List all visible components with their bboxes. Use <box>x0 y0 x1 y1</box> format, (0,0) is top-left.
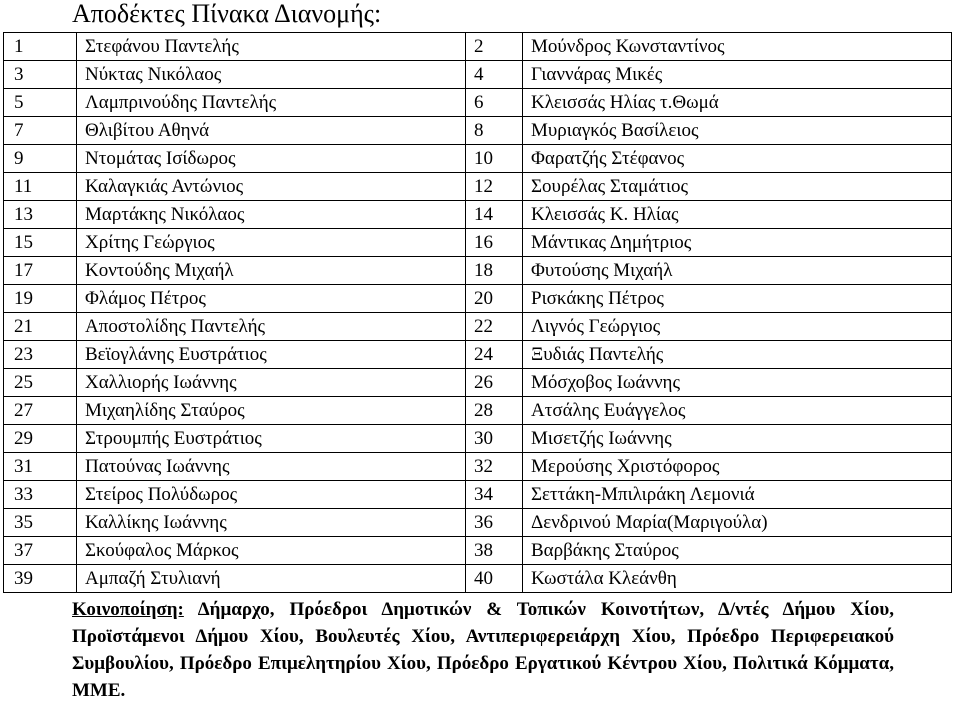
table-row <box>4 453 952 481</box>
recipient-number: 8 <box>466 117 523 145</box>
recipient-number: 39 <box>4 565 77 593</box>
table-row <box>4 341 952 369</box>
recipient-number: 2 <box>466 33 523 61</box>
recipient-number: 13 <box>4 201 77 229</box>
recipient-number: 6 <box>466 89 523 117</box>
recipient-number: 30 <box>466 425 523 453</box>
recipient-number: 33 <box>4 481 77 509</box>
recipient-number: 38 <box>466 537 523 565</box>
recipient-number: 28 <box>466 397 523 425</box>
recipient-number: 20 <box>466 285 523 313</box>
recipient-number: 15 <box>4 229 77 257</box>
recipient-name: Μάντικας Δημήτριος <box>523 229 952 257</box>
table-row <box>4 565 952 593</box>
recipient-name: Χρίτης Γεώργιος <box>77 229 466 257</box>
recipient-number: 3 <box>4 61 77 89</box>
recipient-number: 26 <box>466 369 523 397</box>
recipient-number: 18 <box>466 257 523 285</box>
recipient-name: Φυτούσης Μιχαήλ <box>523 257 952 285</box>
recipient-name: Βαρβάκης Σταύρος <box>523 537 952 565</box>
recipient-name: Μόσχοβος Ιωάννης <box>523 369 952 397</box>
recipient-number: 7 <box>4 117 77 145</box>
recipient-number: 29 <box>4 425 77 453</box>
recipient-number: 35 <box>4 509 77 537</box>
table-row <box>4 89 952 117</box>
recipient-name: Κωστάλα Κλεάνθη <box>523 565 952 593</box>
recipient-name: Αποστολίδης Παντελής <box>77 313 466 341</box>
recipient-number: 24 <box>466 341 523 369</box>
recipient-name: Στεφάνου Παντελής <box>77 33 466 61</box>
table-row <box>4 61 952 89</box>
recipient-name: Στρουμπής Ευστράτιος <box>77 425 466 453</box>
recipient-number: 9 <box>4 145 77 173</box>
recipient-name: Γιαννάρας Μικές <box>523 61 952 89</box>
recipient-name: Στείρος Πολύδωρος <box>77 481 466 509</box>
recipient-name: Φαρατζής Στέφανος <box>523 145 952 173</box>
distribution-table <box>3 32 952 593</box>
recipient-name: Δενδρινού Μαρία(Μαριγούλα) <box>523 509 952 537</box>
recipient-name: Κοντούδης Μιχαήλ <box>77 257 466 285</box>
recipient-number: 10 <box>466 145 523 173</box>
recipient-number: 5 <box>4 89 77 117</box>
table-row <box>4 369 952 397</box>
recipient-name: Κλεισσάς Ηλίας τ.Θωμά <box>523 89 952 117</box>
recipient-name: Λαμπρινούδης Παντελής <box>77 89 466 117</box>
recipient-number: 21 <box>4 313 77 341</box>
recipient-name: Πατούνας Ιωάννης <box>77 453 466 481</box>
table-row <box>4 201 952 229</box>
recipient-name: Σεττάκη-Μπιλιράκη Λεμονιά <box>523 481 952 509</box>
recipient-number: 1 <box>4 33 77 61</box>
recipient-name: Αμπαζή Στυλιανή <box>77 565 466 593</box>
recipient-name: Μυριαγκός Βασίλειος <box>523 117 952 145</box>
recipient-name: Καλαγκιάς Αντώνιος <box>77 173 466 201</box>
recipient-name: Ατσάλης Ευάγγελος <box>523 397 952 425</box>
table-row <box>4 257 952 285</box>
recipient-name: Βεϊογλάνης Ευστράτιος <box>77 341 466 369</box>
distribution-table-body <box>4 33 952 593</box>
table-row <box>4 509 952 537</box>
recipient-number: 34 <box>466 481 523 509</box>
recipient-number: 40 <box>466 565 523 593</box>
table-row <box>4 537 952 565</box>
notification-label: Κοινοποίηση: <box>72 599 184 620</box>
recipient-name: Φλάμος Πέτρος <box>77 285 466 313</box>
table-row <box>4 481 952 509</box>
table-row <box>4 425 952 453</box>
recipient-number: 17 <box>4 257 77 285</box>
recipient-name: Ντομάτας Ισίδωρος <box>77 145 466 173</box>
recipient-name: Ρισκάκης Πέτρος <box>523 285 952 313</box>
recipient-name: Νύκτας Νικόλαος <box>77 61 466 89</box>
table-row <box>4 313 952 341</box>
recipient-name: Ξυδιάς Παντελής <box>523 341 952 369</box>
recipient-name: Σκούφαλος Μάρκος <box>77 537 466 565</box>
recipient-number: 4 <box>466 61 523 89</box>
recipient-name: Μιχαηλίδης Σταύρος <box>77 397 466 425</box>
recipient-name: Θλιβίτου Αθηνά <box>77 117 466 145</box>
recipient-name: Χαλλιορής Ιωάννης <box>77 369 466 397</box>
recipient-number: 36 <box>466 509 523 537</box>
recipient-number: 14 <box>466 201 523 229</box>
recipient-name: Σουρέλας Σταμάτιος <box>523 173 952 201</box>
table-row <box>4 229 952 257</box>
recipient-name: Μερούσης Χριστόφορος <box>523 453 952 481</box>
table-row <box>4 397 952 425</box>
recipient-name: Καλλίκης Ιωάννης <box>77 509 466 537</box>
recipient-name: Μισετζής Ιωάννης <box>523 425 952 453</box>
recipient-name: Λιγνός Γεώργιος <box>523 313 952 341</box>
recipient-number: 23 <box>4 341 77 369</box>
recipient-number: 22 <box>466 313 523 341</box>
recipient-number: 12 <box>466 173 523 201</box>
table-row <box>4 33 952 61</box>
recipient-number: 16 <box>466 229 523 257</box>
recipient-number: 11 <box>4 173 77 201</box>
recipient-number: 27 <box>4 397 77 425</box>
notification-paragraph <box>72 596 894 704</box>
table-row <box>4 117 952 145</box>
notification-text: Δήμαρχο, Πρόεδροι Δημοτικών & Τοπικών Κοινοτήτων, Δ/ντές Δήμου Χίου, Προϊστάμενοι Δήμου Χίου, Βουλευτές Χίου, Αντιπεριφερειάρχη Χίου, Πρόεδρο Περιφερειακού Συμβουλίου, Πρόεδρο Επιμελητηρίου Χίου, Πρόεδρο Εργατικού Κέντρου Χίου, Πολιτικά Κόμματα, ΜΜΕ. <box>72 599 894 701</box>
recipient-number: 37 <box>4 537 77 565</box>
recipient-name: Μούνδρος Κωνσταντίνος <box>523 33 952 61</box>
recipient-name: Κλεισσάς Κ. Ηλίας <box>523 201 952 229</box>
recipient-name: Μαρτάκης Νικόλαος <box>77 201 466 229</box>
table-row <box>4 145 952 173</box>
recipient-number: 32 <box>466 453 523 481</box>
recipient-number: 31 <box>4 453 77 481</box>
page-title: Αποδέκτες Πίνακα Διανομής: <box>72 0 382 28</box>
recipient-number: 25 <box>4 369 77 397</box>
recipient-number: 19 <box>4 285 77 313</box>
table-row <box>4 173 952 201</box>
table-row <box>4 285 952 313</box>
